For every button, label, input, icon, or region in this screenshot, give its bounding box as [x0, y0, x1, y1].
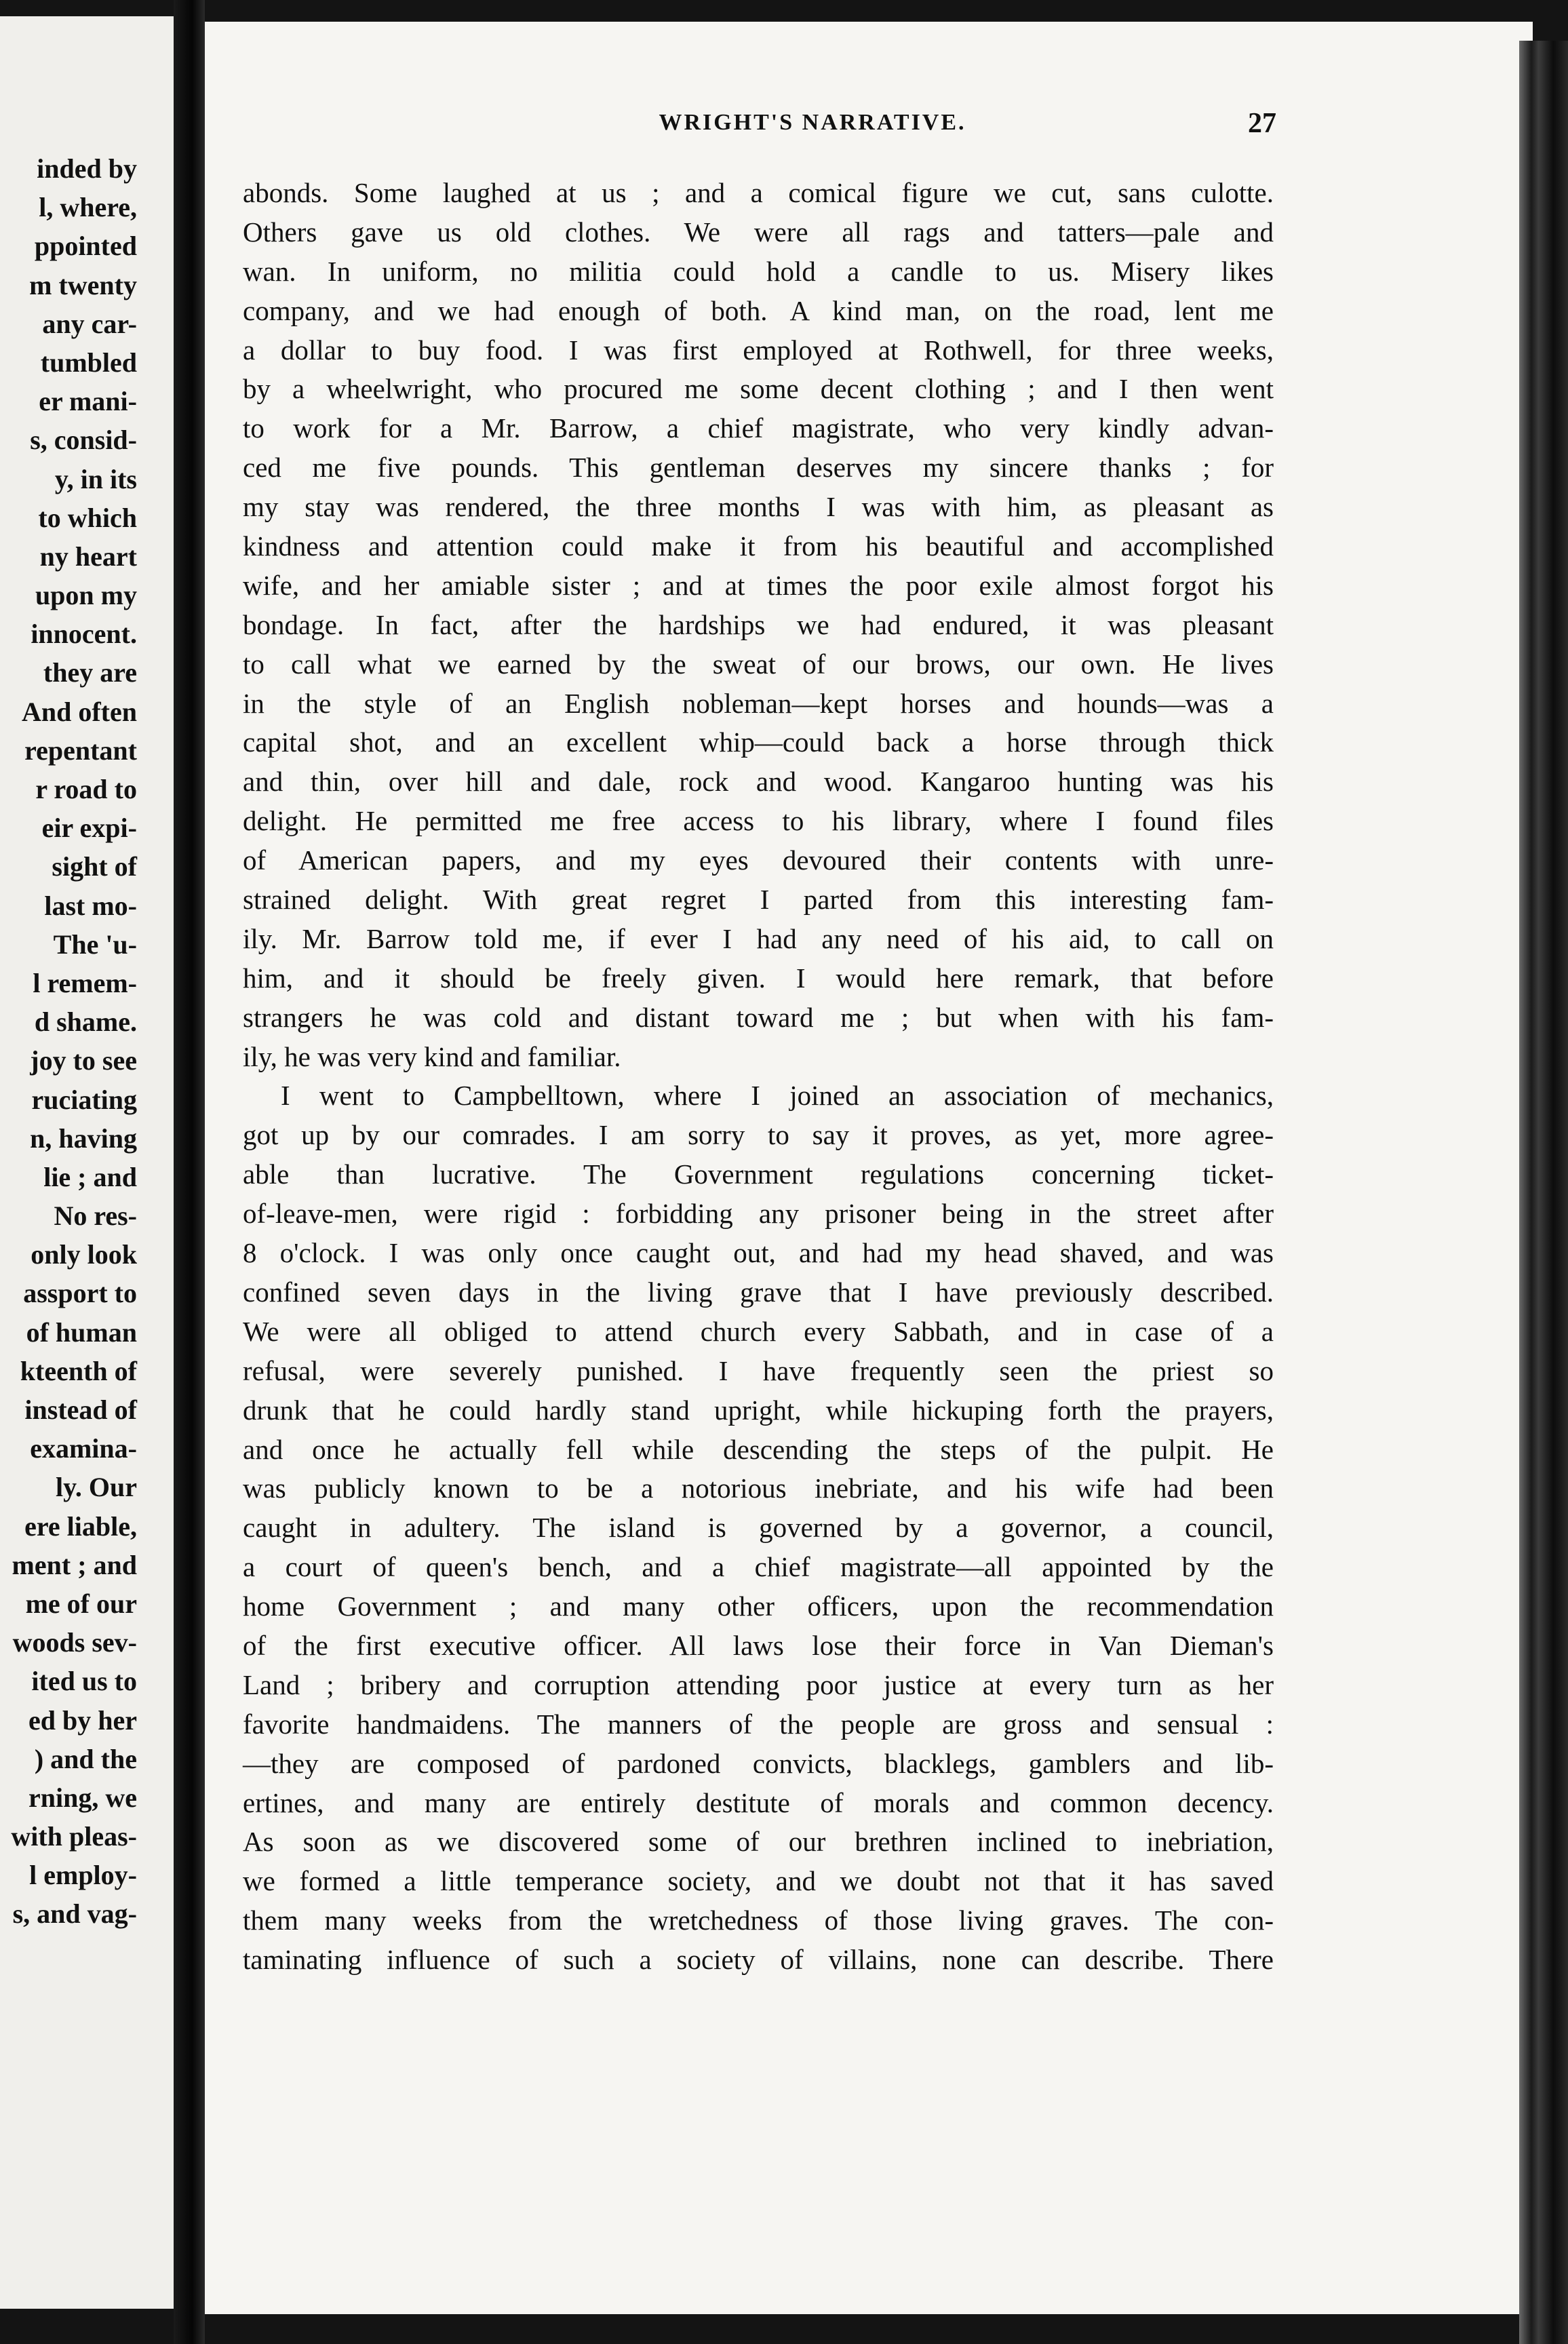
facing-page-fragment — [0, 16, 174, 2309]
text-line: of American papers, and my eyes devoured their contents with unre- — [243, 844, 1274, 876]
text-line: capital shot, and an excellent whip—could back a horse through thick — [243, 726, 1274, 758]
text-line: to work for a Mr. Barrow, a chief magistrate, who very kindly advan- — [243, 412, 1274, 444]
text-line: of the first executive officer. All laws lose their force in Van Dieman's — [243, 1629, 1274, 1661]
facing-page-line: tumbled — [40, 347, 137, 378]
facing-page-line: ment ; and — [12, 1549, 137, 1580]
facing-page-line: n, having — [30, 1122, 137, 1154]
text-line: —they are composed of pardoned convicts, blacklegs, gamblers and lib- — [243, 1747, 1274, 1779]
text-line: As soon as we discovered some of our brethren inclined to inebriation, — [243, 1826, 1274, 1858]
text-line: abonds. Some laughed at us ; and a comical figure we cut, sans culotte. — [243, 177, 1274, 208]
facing-page-line: rning, we — [28, 1782, 137, 1813]
facing-page-text — [0, 149, 137, 1934]
text-line: We were all obliged to attend church every Sabbath, and in case of a — [243, 1315, 1274, 1347]
facing-page-line: ny heart — [39, 541, 137, 572]
facing-page-line: l, where, — [39, 192, 137, 223]
text-line: Land ; bribery and corruption attending poor justice at every turn as her — [243, 1668, 1274, 1700]
text-line: Others gave us old clothes. We were all rags and tatters—pale and — [243, 216, 1274, 248]
text-line: wan. In uniform, no militia could hold a candle to us. Misery likes — [243, 255, 1274, 287]
text-line: refusal, were severely punished. I have frequently seen the priest so — [243, 1354, 1274, 1386]
facing-page-line: s, consid- — [30, 425, 137, 456]
facing-page-line: s, and vag- — [12, 1898, 137, 1930]
book-gutter — [174, 0, 205, 2344]
facing-page-line: sight of — [52, 851, 137, 882]
text-line: and once he actually fell while descending the steps of the pulpit. He — [243, 1433, 1274, 1465]
page-edge-stack — [1519, 41, 1568, 2344]
facing-page-line: m twenty — [29, 269, 137, 300]
facing-page-line: ) and the — [34, 1743, 137, 1774]
facing-page-line: eir expi- — [41, 813, 137, 844]
text-line: able than lucrative. The Government regulations concerning ticket- — [243, 1158, 1274, 1190]
facing-page-line: y, in its — [54, 463, 137, 494]
facing-page-line: ited us to — [31, 1666, 137, 1697]
facing-page-line: kteenth of — [20, 1355, 137, 1386]
text-line: ced me five pounds. This gentleman deserves my sincere thanks ; for — [243, 452, 1274, 484]
text-line: got up by our comrades. I am sorry to say it proves, as yet, more agree- — [243, 1119, 1274, 1151]
text-line: by a wheelwright, who procured me some decent clothing ; and I then went — [243, 373, 1274, 405]
text-line: 8 o'clock. I was only once caught out, and had my head shaved, and was — [243, 1237, 1274, 1269]
facing-page-line: examina- — [30, 1433, 137, 1464]
facing-page-line: lie ; and — [43, 1161, 137, 1192]
facing-page-line: ed by her — [28, 1704, 137, 1736]
text-line: we formed a little temperance society, and we doubt not that it has saved — [243, 1865, 1274, 1897]
facing-page-line: ppointed — [34, 231, 137, 262]
text-line: confined seven days in the living grave that I have previously described. — [243, 1276, 1274, 1308]
facing-page-line: ly. Our — [55, 1472, 137, 1503]
facing-page-line: No res- — [54, 1200, 137, 1232]
facing-page-line: l employ- — [29, 1860, 137, 1891]
text-line: a dollar to buy food. I was first employed at Rothwell, for three weeks, — [243, 334, 1274, 366]
text-line: ily, he was very kind and familiar. — [243, 1040, 621, 1072]
facing-page-line: only look — [31, 1239, 137, 1270]
facing-page-line: innocent. — [31, 619, 137, 650]
facing-page-line: l remem- — [33, 967, 137, 998]
facing-page-line: woods sev- — [12, 1627, 137, 1658]
facing-page-line: repentant — [24, 735, 137, 766]
facing-page-line: er mani- — [39, 386, 137, 417]
text-line: ily. Mr. Barrow told me, if ever I had any need of his aid, to call on — [243, 922, 1274, 954]
text-line: my stay was rendered, the three months I was with him, as pleasant as — [243, 491, 1274, 523]
text-line: home Government ; and many other officers, upon the recommendation — [243, 1590, 1274, 1622]
text-line: kindness and attention could make it from his beautiful and accomplished — [243, 530, 1274, 562]
facing-page-line: inded by — [37, 153, 137, 184]
text-line: delight. He permitted me free access to his library, where I found files — [243, 805, 1274, 837]
facing-page-line: ruciating — [31, 1084, 137, 1115]
facing-page-line: they are — [43, 657, 137, 688]
text-line: strangers he was cold and distant toward me ; but when with his fam- — [243, 1001, 1274, 1033]
text-line: of-leave-men, were rigid : forbidding any prisoner being in the street after — [243, 1198, 1274, 1230]
facing-page-line: of human — [26, 1316, 137, 1348]
text-line: to call what we earned by the sweat of our brows, our own. He lives — [243, 648, 1274, 680]
facing-page-line: d shame. — [34, 1007, 137, 1038]
facing-page-line: r road to — [35, 774, 137, 804]
facing-page-line: me of our — [25, 1588, 137, 1619]
text-line: I went to Campbelltown, where I joined an association of mechanics, — [281, 1080, 1274, 1112]
facing-page-line: joy to see — [30, 1045, 137, 1076]
text-line: favorite handmaidens. The manners of the people are gross and sensual : — [243, 1708, 1274, 1740]
page-number: 27 — [1248, 108, 1276, 139]
text-line: drunk that he could hardly stand upright, while hickuping forth the prayers, — [243, 1394, 1274, 1426]
text-line: a court of queen's bench, and a chief magistrate—all appointed by the — [243, 1551, 1274, 1583]
facing-page-line: last mo- — [44, 890, 137, 921]
text-line: ertines, and many are entirely destitute of morals and common decency. — [243, 1786, 1274, 1818]
text-line: him, and it should be freely given. I would here remark, that before — [243, 962, 1274, 994]
running-head: WRIGHT'S NARRATIVE. — [659, 110, 966, 135]
text-line: company, and we had enough of both. A kind man, on the road, lent me — [243, 294, 1274, 326]
text-line: strained delight. With great regret I parted from this interesting fam- — [243, 884, 1274, 916]
text-line: them many weeks from the wretchedness of those living graves. The con- — [243, 1904, 1274, 1936]
text-line: caught in adultery. The island is governed by a governor, a council, — [243, 1512, 1274, 1544]
facing-page-line: The 'u- — [53, 929, 137, 960]
facing-page-line: any car- — [42, 308, 137, 339]
text-line: taminating influence of such a society of villains, none can describe. There — [243, 1944, 1274, 1976]
text-line: wife, and her amiable sister ; and at times the poor exile almost forgot his — [243, 569, 1274, 601]
text-line: was publicly known to be a notorious inebriate, and his wife had been — [243, 1472, 1274, 1504]
text-line: and thin, over hill and dale, rock and wood. Kangaroo hunting was his — [243, 766, 1274, 798]
body-text — [243, 174, 1274, 1980]
text-line: bondage. In fact, after the hardships we had endured, it was pleasant — [243, 608, 1274, 640]
text-line: in the style of an English nobleman—kept horses and hounds—was a — [243, 687, 1274, 719]
facing-page-line: ere liable, — [24, 1510, 137, 1542]
facing-page-line: to which — [38, 502, 137, 533]
facing-page-line: instead of — [24, 1394, 137, 1425]
facing-page-line: assport to — [23, 1278, 137, 1309]
facing-page-line: upon my — [35, 580, 137, 611]
facing-page-line: with pleas- — [11, 1821, 137, 1852]
facing-page-line: And often — [21, 696, 137, 727]
